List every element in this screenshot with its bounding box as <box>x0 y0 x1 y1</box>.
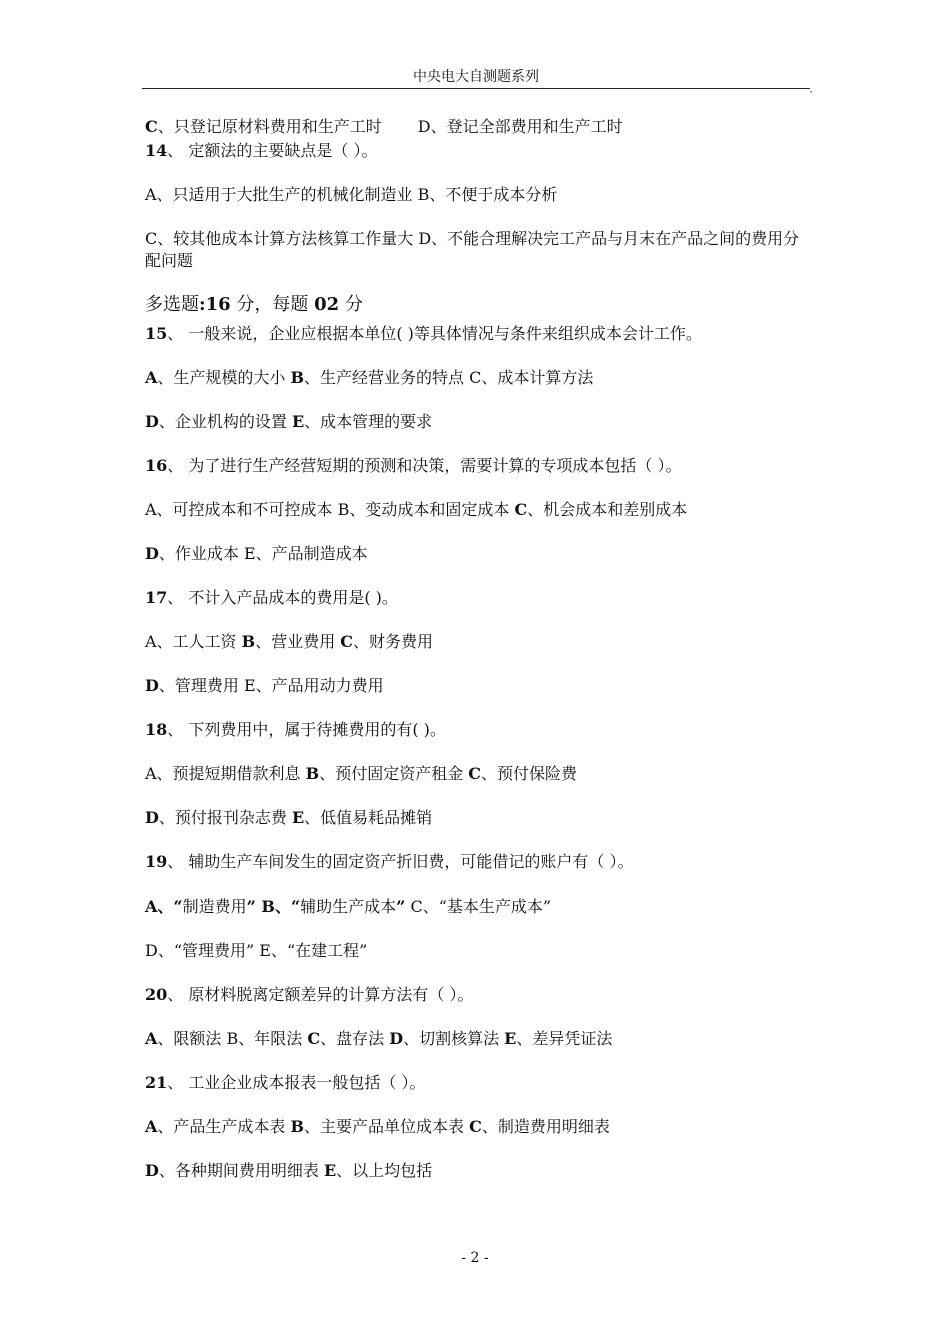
bold-text-run: 20 <box>145 985 168 1004</box>
text-run: 、预付报刊杂志费 <box>158 808 292 827</box>
text-line <box>145 940 367 962</box>
text-run: 、营业费用 <box>255 632 341 651</box>
text-run: 、盘存法 <box>320 1029 390 1048</box>
text-run: 、生产规模的大小 <box>157 368 291 387</box>
bold-text-run: 16 <box>145 456 168 475</box>
text-line <box>145 896 551 918</box>
text-run: A、工人工资 <box>145 632 242 651</box>
text-run: 、 原材料脱离定额差异的计算方法有（ ）。 <box>167 985 474 1004</box>
bold-text-run: ” B、“ <box>246 897 301 916</box>
text-run: 、企业机构的设置 <box>158 412 292 431</box>
text-run: D、登记全部费用和生产工时 <box>417 117 623 136</box>
header-rule <box>142 88 810 89</box>
text-line <box>145 675 384 697</box>
text-line <box>145 455 681 477</box>
bold-text-run: 02 <box>314 294 340 315</box>
text-run: D、“管理费用” E、“在建工程” <box>145 941 368 960</box>
bold-text-run: B <box>305 764 320 783</box>
bold-text-run: D <box>145 412 159 431</box>
text-line <box>145 1028 612 1050</box>
text-run: 、 定额法的主要缺点是（ ）。 <box>167 141 378 160</box>
text-run: 、只登记原材料费用和生产工时 <box>157 117 382 136</box>
bold-text-run: :16 <box>199 294 231 315</box>
bold-text-run: D <box>145 1161 159 1180</box>
text-run: 、差异凭证法 <box>516 1029 613 1048</box>
bold-text-run: 15 <box>145 324 168 343</box>
text-run: 、 不计入产品成本的费用是( )。 <box>167 588 398 607</box>
text-run: 、管理费用 E、产品用动力费用 <box>158 676 384 695</box>
text-run: 、产品生产成本表 <box>157 1117 291 1136</box>
text-line <box>145 587 398 609</box>
text-run: 、 辅助生产车间发生的固定资产折旧费，可能借记的账户有（ ）。 <box>167 852 634 871</box>
text-run: C、较其他成本计算方法核算工作量大 D、不能合理解决完工产品与月末在产品之间的费用分配问题 <box>145 229 800 270</box>
bold-text-run: B <box>290 1117 305 1136</box>
bold-text-run: 19 <box>145 852 168 871</box>
text-run: A、可控成本和不可控成本 B、变动成本和固定成本 <box>145 500 515 519</box>
bold-text-run: E <box>291 808 305 827</box>
bold-text-run: E <box>504 1029 517 1048</box>
text-run: C、“基本生产成本” <box>405 897 552 916</box>
text-run: 多选题 <box>145 294 199 315</box>
bold-text-run: B <box>290 368 305 387</box>
text-run: 、财务费用 <box>353 632 434 651</box>
section-heading <box>145 294 363 316</box>
text-run: 、机会成本和差别成本 <box>527 500 688 519</box>
text-run: 、作业成本 E、产品制造成本 <box>158 544 368 563</box>
bold-text-run: C <box>340 632 354 651</box>
text-run: 、成本管理的要求 <box>304 412 433 431</box>
text-line <box>145 1116 610 1138</box>
text-line <box>145 323 702 345</box>
text-run: 制造费用 <box>182 897 247 916</box>
bold-text-run: C <box>145 117 158 136</box>
text-line <box>145 1160 432 1182</box>
bold-text-run: D <box>145 808 159 827</box>
bold-text-run: C <box>307 1029 321 1048</box>
bold-text-run: D <box>145 676 159 695</box>
text-run: 、限额法 B、年限法 <box>157 1029 308 1048</box>
text-line <box>145 116 623 138</box>
text-line <box>145 631 433 653</box>
text-line <box>145 807 432 829</box>
bold-text-run: 17 <box>145 588 168 607</box>
text-line <box>145 140 377 162</box>
text-line <box>145 763 577 785</box>
bold-text-run: A、“ <box>145 897 183 916</box>
text-run: 分，每题 <box>230 294 315 315</box>
text-line <box>145 184 557 206</box>
bold-text-run: A <box>145 368 158 387</box>
text-run: A、只适用于大批生产的机械化制造业 B、不便于成本分析 <box>145 185 558 204</box>
bold-text-run: A <box>145 1117 158 1136</box>
bold-text-run: E <box>323 1161 337 1180</box>
text-run: 、预付固定资产租金 <box>319 764 469 783</box>
text-run: 辅助生产成本 <box>300 897 397 916</box>
text-run: 、制造费用明细表 <box>481 1117 610 1136</box>
text-line <box>145 411 432 433</box>
text-run: 、生产经营业务的特点 C、成本计算方法 <box>304 368 594 387</box>
bold-text-run: D <box>145 544 159 563</box>
bold-text-run: C <box>468 764 482 783</box>
header-mark: , <box>810 85 813 94</box>
text-line <box>145 499 687 521</box>
text-run: 、切割核算法 <box>403 1029 505 1048</box>
bold-text-run: C <box>469 1117 482 1136</box>
text-run: 、以上均包括 <box>336 1161 433 1180</box>
text-run: 、 为了进行生产经营短期的预测和决策，需要计算的专项成本包括（ ）。 <box>167 456 682 475</box>
text-run: 、主要产品单位成本表 <box>304 1117 470 1136</box>
bold-text-run: E <box>291 412 305 431</box>
text-run: 、 一般来说，企业应根据本单位( )等具体情况与条件来组织成本会计工作。 <box>167 324 702 343</box>
text-line <box>145 719 446 741</box>
text-run: 分 <box>339 294 363 315</box>
text-run: 、低值易耗品摊销 <box>304 808 433 827</box>
bold-text-run: D <box>389 1029 404 1048</box>
bold-text-run: 14 <box>145 141 168 160</box>
bold-text-run: 18 <box>145 720 168 739</box>
text-run: 、各种期间费用明细表 <box>158 1161 324 1180</box>
text-line <box>145 367 593 389</box>
text-line <box>145 851 633 873</box>
bold-text-run: A <box>145 1029 158 1048</box>
text-run: A、预提短期借款利息 <box>145 764 306 783</box>
bold-text-run: B <box>241 632 256 651</box>
page-number: - 2 - <box>461 1250 489 1266</box>
text-run: 、预付保险费 <box>481 764 578 783</box>
bold-text-run: 21 <box>145 1073 168 1092</box>
text-run: 、 工业企业成本报表一般包括（ ）。 <box>167 1073 426 1092</box>
text-run: 、 下列费用中，属于待摊费用的有( )。 <box>167 720 446 739</box>
text-line <box>145 543 368 565</box>
page-header-title: 中央电大自测题系列 <box>413 69 539 85</box>
bold-text-run: C <box>514 500 528 519</box>
text-line <box>145 228 810 272</box>
text-line <box>145 1072 425 1094</box>
bold-text-run: ” <box>396 897 406 916</box>
text-line <box>145 984 473 1006</box>
